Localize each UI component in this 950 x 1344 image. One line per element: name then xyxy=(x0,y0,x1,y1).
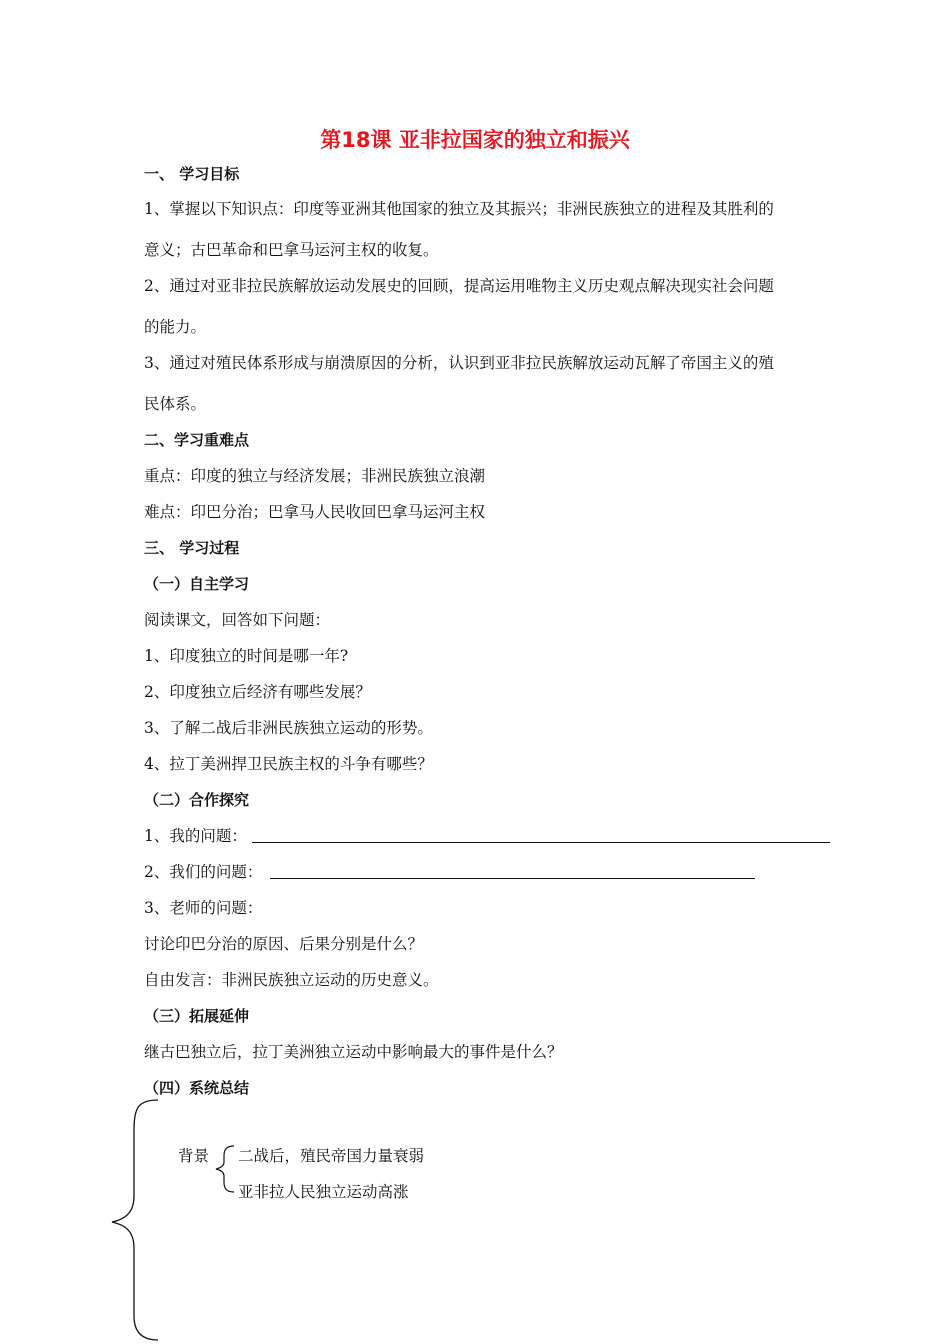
subheading-extension: （三）拓展延伸 xyxy=(144,1007,250,1025)
section-heading-objectives: 一、 学习目标 xyxy=(144,165,240,183)
large-left-brace xyxy=(112,1100,158,1340)
subheading-self-study: （一）自主学习 xyxy=(144,575,250,593)
difficult-point-text: 难点：印巴分治；巴拿马人民收回巴拿马运河主权 xyxy=(144,503,486,521)
objective-3-line-2: 民体系。 xyxy=(144,395,207,413)
objective-3-line-1: 3、通过对殖民体系形成与崩溃原因的分析，认识到亚非拉民族解放运动瓦解了帝国主义的殖 xyxy=(144,354,774,372)
objective-1-line-1: 1、掌握以下知识点：印度等亚洲其他国家的独立及其振兴；非洲民族独立的进程及其胜利的 xyxy=(144,200,774,218)
question-1: 1、印度独立的时间是哪一年? xyxy=(144,647,349,665)
key-point-text: 重点：印度的独立与经济发展；非洲民族独立浪潮 xyxy=(144,467,486,485)
question-4: 4、拉丁美洲捍卫民族主权的斗争有哪些？ xyxy=(144,755,433,773)
summary-background-item-2: 亚非拉人民独立运动高涨 xyxy=(238,1183,409,1201)
summary-background-label: 背景 xyxy=(178,1147,210,1165)
subheading-cooperation: （二）合作探究 xyxy=(144,791,250,809)
reading-instruction: 阅读课文，回答如下问题： xyxy=(144,611,331,629)
discussion-question: 讨论印巴分治的原因、后果分别是什么？ xyxy=(144,935,424,953)
subheading-summary: （四）系统总结 xyxy=(144,1079,250,1097)
objective-1-line-2: 意义；古巴革命和巴拿马运河主权的收复。 xyxy=(144,241,439,259)
teacher-question-label: 3、老师的问题： xyxy=(144,899,263,917)
objective-2-line-1: 2、通过对亚非拉民族解放运动发展史的回顾，提高运用唯物主义历史观点解决现实社会问题 xyxy=(144,277,774,295)
free-speech-topic: 自由发言：非洲民族独立运动的历史意义。 xyxy=(144,971,439,989)
objective-2-line-2: 的能力。 xyxy=(144,318,207,336)
lesson-title: 第18课 亚非拉国家的独立和振兴 xyxy=(320,128,630,152)
section-heading-key-points: 二、学习重难点 xyxy=(144,431,250,449)
section-heading-process: 三、 学习过程 xyxy=(144,539,240,557)
question-3: 3、了解二战后非洲民族独立运动的形势。 xyxy=(144,719,433,737)
summary-background-item-1: 二战后，殖民帝国力量衰弱 xyxy=(238,1147,425,1165)
question-2: 2、印度独立后经济有哪些发展？ xyxy=(144,683,371,701)
extension-question: 继古巴独立后，拉丁美洲独立运动中影响最大的事件是什么？ xyxy=(144,1043,563,1061)
small-left-brace xyxy=(216,1146,234,1192)
my-question-label: 1、我的问题： xyxy=(144,827,247,845)
our-question-label: 2、我们的问题： xyxy=(144,863,263,881)
